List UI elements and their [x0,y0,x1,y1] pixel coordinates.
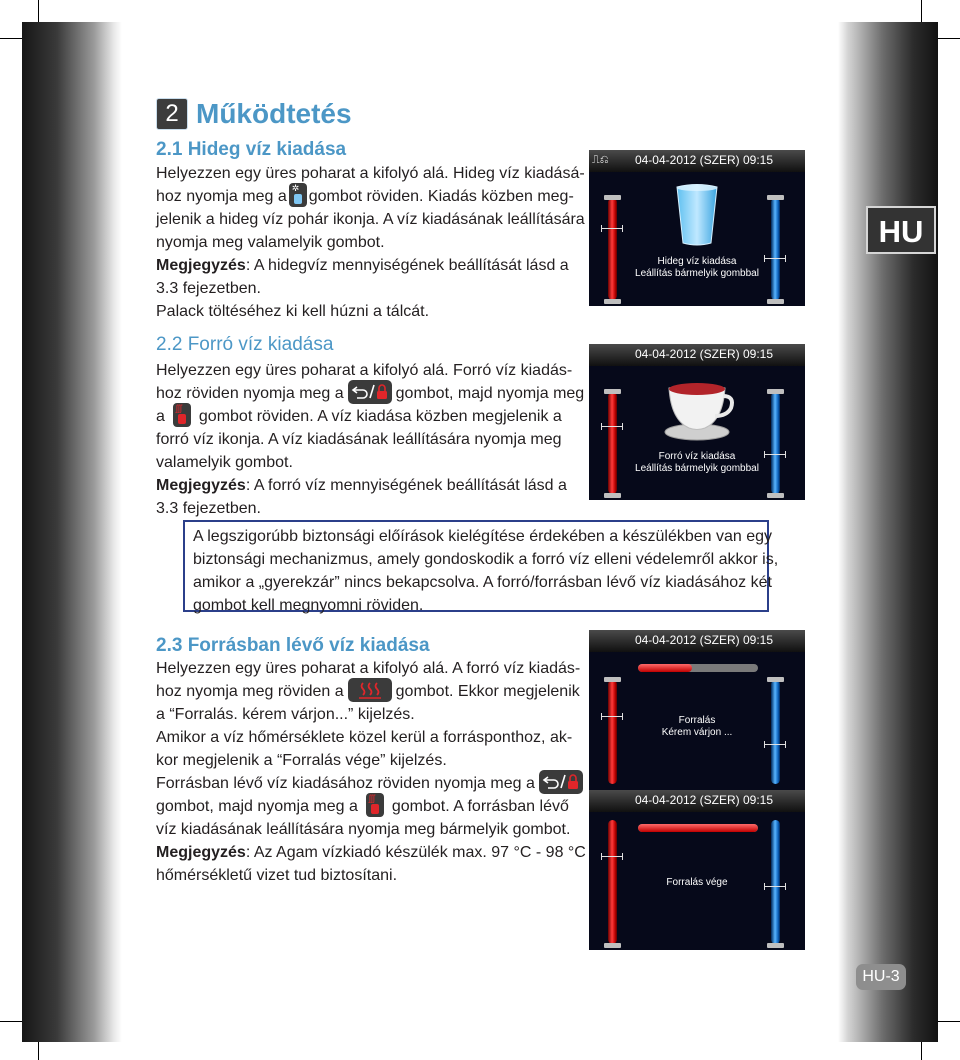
note-label: Megjegyzés [156,477,246,494]
text-line: víz kiadásának leállítására nyomja meg bármelyik gombot. [156,821,571,838]
boiling-complete-bar [638,824,758,832]
level-marker [601,426,623,427]
boiling-progress-bar [638,664,758,672]
text-line: gombot. Ekkor megjelenik [395,683,580,700]
child-lock-button-icon [348,380,392,404]
text-line: a [156,408,165,425]
level-marker [601,856,623,857]
text-line: : A hidegvíz mennyiségének beállítását lásd a [245,257,569,274]
note-label: Megjegyzés [156,257,246,274]
left-decorative-bar [22,22,122,1042]
level-marker [764,744,786,745]
text-line: gombot, majd nyomja meg a [156,798,358,815]
text-line: hoz nyomja meg röviden a [156,683,344,700]
display-message: Kérem várjon ... [661,727,733,738]
language-tab: HU [866,206,936,254]
text-line: : A forró víz mennyiségének beállítását lásd a [245,477,567,494]
page-number: HU-3 [856,964,906,990]
cold-tank-indicator [771,392,780,494]
text-line: nyomja meg valamelyik gombot. [156,234,385,251]
child-lock-button-icon [539,770,583,794]
crop-mark [938,38,960,39]
text-line: Palack töltéséhez ki kell húzni a tálcát. [156,303,430,320]
text-line: gombot. A forrásban lévő [391,798,569,815]
cold-water-button-icon: ✲ [289,183,307,207]
text-line: jelenik a hideg víz pohár ikonja. A víz kiadásának leállítására [156,211,585,228]
subsection-title-hot: 2.2 Forró víz kiadása [156,334,334,355]
display-message: Leállítás bármelyik gombbal [635,463,759,474]
text-line: Amikor a víz hőmérséklete közel kerül a forrásponthoz, ak- [156,729,573,746]
note-label: Megjegyzés [156,844,246,861]
text-line: Forrásban lévő víz kiadásához röviden nyomja meg a [156,775,535,792]
tube-cap [767,943,784,948]
hot-water-button-icon: ʃʃʃ [366,793,384,817]
text-line: Helyezzen egy üres poharat a kifolyó alá. A forró víz kiadás- [156,660,581,677]
tube-cap [767,299,784,304]
safety-note-box [183,520,779,614]
text-line: 3.3 fejezetben. [156,280,261,297]
tube-cap [604,493,621,498]
settings-indicator-icon: ⎍⎌ [592,154,609,166]
tube-cap [767,195,784,200]
boiling-complete-fill [638,824,758,832]
text-line: A legszigorúbb biztonsági előírások kielégítése érdekében a készülékben van egy [193,528,773,545]
tube-cap [604,195,621,200]
crop-mark [0,1021,22,1022]
text-line: amikor a „gyerekzár” nincs bekapcsolva. A forró/forrásban lévő víz kiadásához két [193,574,772,591]
display-message: Forró víz kiadása [658,451,736,462]
text-line: a “Forralás. kérem várjon...” kijelzés. [156,706,415,723]
crop-mark [938,1021,960,1022]
crop-mark [0,38,22,39]
text-line: Helyezzen egy üres poharat a kifolyó alá. Hideg víz kiadásá- [156,165,585,182]
subsection-title-boiling: 2.3 Forrásban lévő víz kiadása [156,635,430,656]
text-line: valamelyik gombot. [156,454,293,471]
text-line: hoz röviden nyomja meg a [156,385,344,402]
text-line: hoz nyomja meg a [156,188,287,205]
boiling-button-icon [348,678,392,702]
text-line: Helyezzen egy üres poharat a kifolyó alá. Forró víz kiadás- [156,362,573,379]
hot-water-paragraph [156,359,585,520]
display-message: Hideg víz kiadása [657,256,737,267]
tube-cap [604,677,621,682]
crop-mark [38,0,39,22]
tube-cap [604,299,621,304]
hot-tank-indicator [608,392,617,494]
boiling-progress-fill [638,664,692,672]
hot-water-button-icon: ʃʃʃ [173,403,191,427]
tube-cap [767,677,784,682]
subsection-title-cold: 2.1 Hideg víz kiadása [156,139,347,160]
display-panel-boiling [589,630,805,790]
text-line: kor megjelenik a “Forralás vége” kijelzés. [156,752,447,769]
text-line: : Az Agam vízkiadó készülék max. 97 °C - 98 °C [245,844,586,861]
display-datetime: 04-04-2012 (SZER) 09:15 [634,347,774,361]
crop-mark [921,0,922,22]
hot-tank-indicator [608,198,617,300]
section-title: Működtetés [196,98,352,129]
tube-cap [767,493,784,498]
text-line: gombot röviden. A víz kiadása közben megjelenik a [198,408,562,425]
tube-cap [767,389,784,394]
display-panel-boiling-done [589,790,805,950]
display-message: Leállítás bármelyik gombbal [635,268,759,279]
cold-tank-indicator [771,198,780,300]
text-line: hőmérsékletű vizet tud biztosítani. [156,867,398,884]
display-datetime: 04-04-2012 (SZER) 09:15 [634,633,774,647]
display-panel-hot [589,344,805,500]
tube-cap [604,389,621,394]
display-message: Forralás vége [666,877,728,888]
display-panel-cold [589,150,805,306]
text-line: biztonsági mechanizmus, amely gondoskodik a forró víz elleni védelemről akkor is, [193,551,779,568]
hot-water-cup-icon [659,376,737,442]
text-line: forró víz ikonja. A víz kiadásának leállítására nyomja meg [156,431,562,448]
display-datetime: 04-04-2012 (SZER) 09:15 [634,153,774,167]
display-message: Forralás [678,715,716,726]
cold-water-glass-icon [673,183,721,247]
text-line: gombot kell megnyomni röviden. [193,597,424,614]
text-line: 3.3 fejezetben. [156,500,261,517]
text-line: gombot, majd nyomja meg [395,385,585,402]
tube-cap [604,943,621,948]
level-marker [601,228,623,229]
section-number: 2 [156,98,188,130]
text-line: gombot röviden. Kiadás közben meg- [308,188,574,205]
cold-water-paragraph [156,162,585,323]
right-decorative-bar [838,22,938,1042]
display-datetime: 04-04-2012 (SZER) 09:15 [634,793,774,807]
boiling-water-paragraph [156,657,586,887]
